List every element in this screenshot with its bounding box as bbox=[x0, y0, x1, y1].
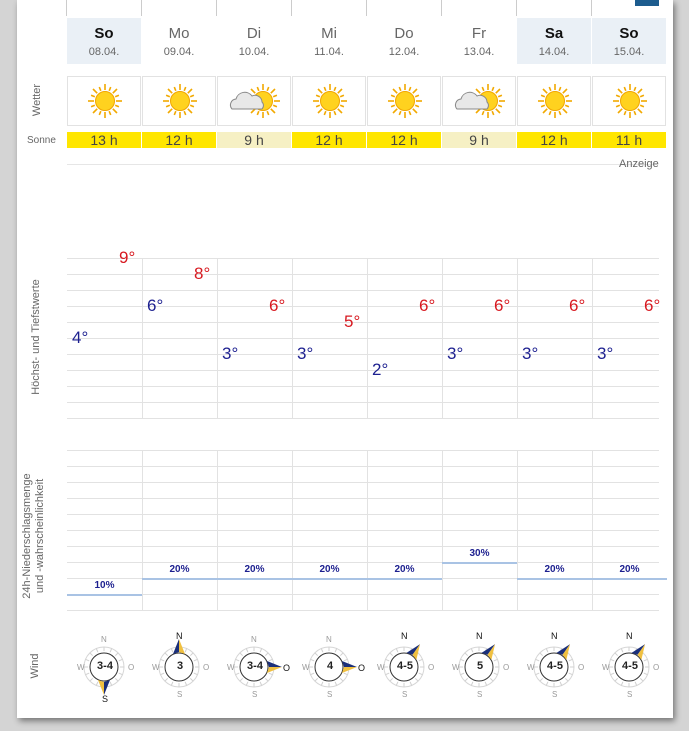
wind-compass bbox=[517, 630, 592, 706]
compass-south-letter: S bbox=[552, 690, 558, 699]
weather-cell bbox=[442, 76, 516, 126]
precip-label-line1: 24h-Niederschlagsmenge bbox=[21, 473, 33, 599]
compass-west-letter: W bbox=[377, 663, 385, 672]
sun-row-label: Sonne bbox=[27, 135, 56, 146]
column-divider bbox=[141, 0, 142, 16]
compass-south-letter: S bbox=[102, 694, 109, 704]
day-name: Sa bbox=[544, 25, 564, 42]
sun-hours: 12 h bbox=[292, 132, 366, 148]
sun-hours: 11 h bbox=[592, 132, 666, 148]
low-temp: 2° bbox=[372, 360, 389, 379]
precip-value: 20% bbox=[319, 564, 340, 575]
ad-label: Anzeige bbox=[619, 158, 659, 170]
high-temp: 9° bbox=[119, 248, 136, 267]
high-temp: 6° bbox=[494, 296, 511, 315]
day-date: 12.04. bbox=[388, 46, 420, 58]
wind-compass bbox=[592, 630, 667, 706]
compass-south-letter: S bbox=[252, 690, 258, 699]
wind-strength: 3-4 bbox=[97, 660, 113, 672]
day-date: 13.04. bbox=[463, 46, 495, 58]
day-name: Do bbox=[394, 25, 414, 42]
wind-strength: 5 bbox=[476, 660, 484, 672]
day-name: Mo bbox=[168, 25, 190, 42]
low-temp: 3° bbox=[297, 344, 314, 363]
day-date: 15.04. bbox=[613, 46, 645, 58]
day-name: Fr bbox=[471, 25, 487, 42]
ad-divider bbox=[67, 164, 657, 165]
compass-east-letter: O bbox=[653, 663, 660, 672]
day-date: 14.04. bbox=[538, 46, 570, 58]
compass-west-letter: W bbox=[152, 663, 160, 672]
compass-north-letter: N bbox=[176, 631, 183, 641]
weather-cell bbox=[142, 76, 216, 126]
compass-west-letter: W bbox=[227, 663, 235, 672]
day-name: Mi bbox=[321, 25, 337, 42]
high-temp: 6° bbox=[644, 296, 661, 315]
day-header[interactable] bbox=[67, 18, 141, 64]
precip-value: 20% bbox=[544, 564, 565, 575]
day-header[interactable] bbox=[142, 18, 216, 64]
wind-compass bbox=[367, 630, 442, 706]
precip-bar bbox=[292, 578, 367, 580]
day-header[interactable] bbox=[592, 18, 666, 64]
day-header[interactable] bbox=[367, 18, 441, 64]
wind-strength: 4-5 bbox=[622, 660, 638, 672]
day-date: 08.04. bbox=[88, 46, 120, 58]
wind-compass bbox=[217, 630, 292, 706]
compass-east-letter: O bbox=[578, 663, 585, 672]
wind-compass bbox=[142, 630, 217, 706]
compass-south-letter: S bbox=[477, 690, 483, 699]
compass-north-letter: N bbox=[551, 631, 558, 641]
sun-hours: 12 h bbox=[142, 132, 216, 148]
compass-north-letter: N bbox=[251, 635, 257, 644]
weather-cell bbox=[67, 76, 141, 126]
compass-east-letter: O bbox=[128, 663, 135, 672]
compass-east-letter: O bbox=[283, 663, 291, 673]
compass-west-letter: W bbox=[452, 663, 460, 672]
compass-west-letter: W bbox=[77, 663, 85, 672]
column-divider bbox=[66, 0, 67, 16]
column-divider bbox=[216, 0, 217, 16]
compass-south-letter: S bbox=[402, 690, 408, 699]
day-name: So bbox=[94, 25, 114, 42]
high-temp: 6° bbox=[569, 296, 586, 315]
precip-value: 30% bbox=[469, 548, 490, 559]
low-temp: 4° bbox=[72, 328, 89, 347]
day-date: 11.04. bbox=[314, 46, 344, 58]
compass-north-letter: N bbox=[101, 635, 107, 644]
low-temp: 6° bbox=[147, 296, 164, 315]
day-header[interactable] bbox=[442, 18, 516, 64]
forecast-card bbox=[17, 0, 673, 718]
weather-row-label: Wetter bbox=[31, 83, 43, 117]
precip-bar bbox=[517, 578, 592, 580]
precip-bar bbox=[142, 578, 217, 580]
compass-south-letter: S bbox=[627, 690, 633, 699]
day-date: 10.04. bbox=[238, 46, 270, 58]
precip-value: 20% bbox=[244, 564, 265, 575]
wind-compass bbox=[442, 630, 517, 706]
compass-north-letter: N bbox=[476, 631, 483, 641]
compass-south-letter: S bbox=[327, 690, 333, 699]
wind-strength: 3 bbox=[176, 660, 184, 672]
low-temp: 3° bbox=[522, 344, 539, 363]
corner-accent bbox=[635, 0, 659, 6]
compass-east-letter: O bbox=[203, 663, 210, 672]
high-temp: 6° bbox=[269, 296, 286, 315]
compass-east-letter: O bbox=[428, 663, 435, 672]
wind-strength: 4-5 bbox=[547, 660, 563, 672]
compass-north-letter: N bbox=[401, 631, 408, 641]
wind-row-label: Wind bbox=[29, 653, 41, 679]
compass-north-letter: N bbox=[626, 631, 633, 641]
day-name: So bbox=[619, 25, 639, 42]
compass-north-letter: N bbox=[326, 635, 332, 644]
day-header[interactable] bbox=[517, 18, 591, 64]
compass-west-letter: W bbox=[602, 663, 610, 672]
wind-compass bbox=[292, 630, 367, 706]
day-header[interactable] bbox=[217, 18, 291, 64]
precip-value: 20% bbox=[394, 564, 415, 575]
day-header[interactable] bbox=[292, 18, 366, 64]
precip-value: 20% bbox=[169, 564, 190, 575]
column-divider bbox=[441, 0, 442, 16]
compass-west-letter: W bbox=[302, 663, 310, 672]
sun-hours: 12 h bbox=[517, 132, 591, 148]
precip-bar bbox=[367, 578, 442, 580]
sun-hours: 9 h bbox=[442, 132, 516, 148]
wind-strength: 4 bbox=[326, 660, 334, 672]
compass-west-letter: W bbox=[527, 663, 535, 672]
compass-east-letter: O bbox=[358, 663, 366, 673]
column-divider bbox=[366, 0, 367, 16]
precip-bar bbox=[592, 578, 667, 580]
low-temp: 3° bbox=[597, 344, 614, 363]
sun-hours: 13 h bbox=[67, 132, 141, 148]
precip-bar bbox=[442, 562, 517, 564]
weather-cell bbox=[217, 76, 291, 126]
day-name: Di bbox=[246, 25, 262, 42]
weather-cell bbox=[367, 76, 441, 126]
precip-bar bbox=[67, 594, 142, 596]
high-temp: 6° bbox=[419, 296, 436, 315]
precip-value: 20% bbox=[619, 564, 640, 575]
wind-strength: 4-5 bbox=[397, 660, 413, 672]
compass-east-letter: O bbox=[503, 663, 510, 672]
wind-strength: 3-4 bbox=[247, 660, 263, 672]
column-divider bbox=[591, 0, 592, 16]
sun-hours: 9 h bbox=[217, 132, 291, 148]
day-date: 09.04. bbox=[163, 46, 195, 58]
weather-cell bbox=[292, 76, 366, 126]
weather-cell bbox=[517, 76, 591, 126]
high-temp: 5° bbox=[344, 312, 361, 331]
high-temp: 8° bbox=[194, 264, 211, 283]
compass-south-letter: S bbox=[177, 690, 183, 699]
precip-label-line2: und -wahrscheinlichkeit bbox=[34, 478, 46, 594]
weather-cell bbox=[592, 76, 666, 126]
temps-row-label: Höchst- und Tiefstwerte bbox=[30, 279, 42, 395]
precip-row-label bbox=[21, 461, 47, 611]
low-temp: 3° bbox=[222, 344, 239, 363]
low-temp: 3° bbox=[447, 344, 464, 363]
wind-compass bbox=[67, 630, 142, 706]
precip-bar bbox=[217, 578, 292, 580]
precip-value: 10% bbox=[94, 580, 115, 591]
column-divider bbox=[516, 0, 517, 16]
sun-hours: 12 h bbox=[367, 132, 441, 148]
column-divider bbox=[291, 0, 292, 16]
